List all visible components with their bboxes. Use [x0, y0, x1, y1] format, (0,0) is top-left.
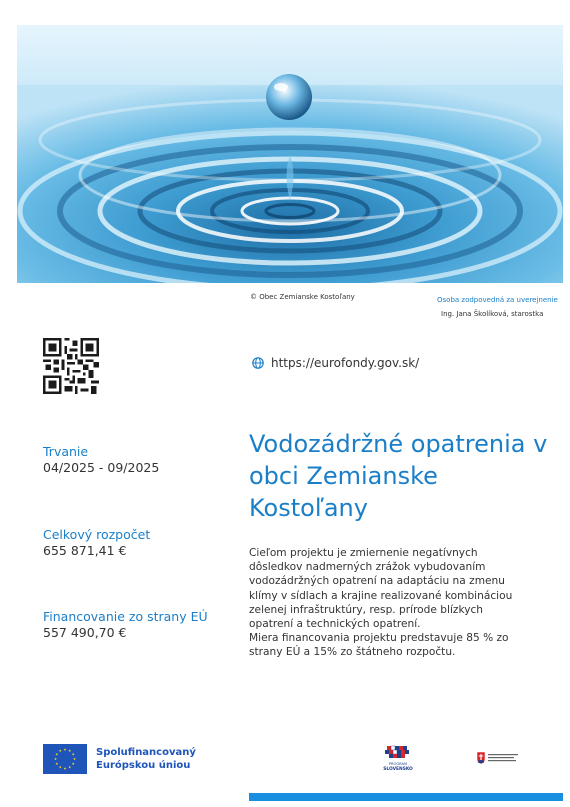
- program-logo-line2: SLOVENSKO: [383, 767, 413, 772]
- responsible-name: Ing. Jana Školíková, starostka: [441, 310, 544, 318]
- eu-funding-block: [43, 609, 208, 641]
- qr-code[interactable]: [43, 338, 99, 394]
- budget-label: Celkový rozpočet: [43, 527, 151, 542]
- budget-value: 655 871,41 €: [43, 543, 127, 558]
- project-title: Vodozádržné opatrenia v obci Zemianske Kostoľany: [249, 430, 548, 522]
- description-line: opatrení a technických opatrení.: [249, 618, 421, 631]
- website-link[interactable]: [252, 356, 419, 370]
- budget-block: [43, 527, 150, 559]
- globe-icon: [252, 357, 264, 369]
- description-line: Miera financovania projektu predstavuje 85 % zo: [249, 632, 509, 645]
- responsible-label: Osoba zodpovedná za uverejnenie: [437, 296, 558, 304]
- description-line: vodozádržných opatrení na adaptáciu na zmenu: [249, 575, 505, 588]
- eu-logo-line1: Spolufinancovaný: [96, 747, 196, 758]
- description-line: zelenej infraštruktúry, resp. prírode blízkych: [249, 603, 484, 616]
- program-logo-line1: PROGRAM: [388, 762, 408, 766]
- eu-funding-value: 557 490,70 €: [43, 625, 127, 640]
- eu-logo-line2: Európskou úniou: [96, 760, 191, 771]
- website-url[interactable]: https://eurofondy.gov.sk/: [271, 356, 420, 370]
- responsible-person: [437, 293, 558, 321]
- description-line: klímy v sídlach a krajine realizované kombináciou: [249, 589, 513, 602]
- project-description: [249, 546, 549, 660]
- eu-cofinanced-logo: [43, 744, 196, 774]
- hero-water-image: [17, 25, 563, 283]
- photo-credit: © Obec Zemianske Kostoľany: [250, 293, 355, 301]
- description-line: strany EÚ a 15% zo štátneho rozpočtu.: [249, 646, 456, 659]
- bottom-accent-bar: [249, 793, 563, 801]
- description-line: dôsledkov nadmerných zrážok vybudovaním: [249, 561, 486, 574]
- eu-funding-label: Financovanie zo strany EÚ: [43, 609, 208, 624]
- duration-block: [43, 444, 159, 476]
- eu-flag-icon: [43, 744, 87, 774]
- duration-label: Trvanie: [43, 444, 89, 459]
- program-slovensko-logo: [381, 744, 415, 774]
- duration-value: 04/2025 - 09/2025: [43, 460, 160, 475]
- slovak-government-logo: [476, 751, 520, 765]
- description-line: Cieľom projektu je zmiernenie negatívnych: [249, 547, 478, 559]
